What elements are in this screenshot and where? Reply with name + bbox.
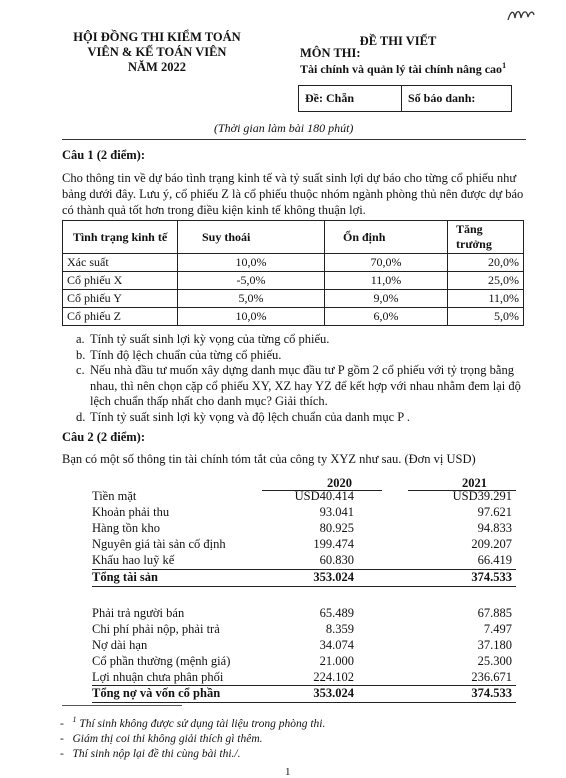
table-header-row [63, 221, 524, 254]
table-row [0, 622, 566, 638]
value-2021: 66.419 [477, 553, 512, 567]
table-cell: 5,0% [178, 290, 325, 308]
list-item-mark: c. [76, 363, 85, 377]
exam-code-box [298, 85, 512, 112]
footnote-3: - Thí sinh nộp lại đề thi cùng bài thi./. [60, 747, 241, 760]
column-header-2020: 2020 [327, 476, 352, 490]
organizer-line-2: VIÊN & KẾ TOÁN VIÊN [87, 45, 227, 59]
footnote-mark: 1 [72, 715, 77, 724]
list-item [76, 348, 534, 364]
table-row [0, 537, 566, 553]
row-label: Phải trả người bán [92, 606, 185, 620]
footnote-2: - Giám thị coi thi không giải thích gì thêm. [60, 732, 263, 745]
value-2021: 25.300 [477, 654, 512, 668]
table-row [63, 272, 524, 290]
column-header-2021: 2021 [462, 476, 487, 490]
divider [62, 139, 526, 140]
q1-task-list [76, 332, 534, 425]
table-row [63, 308, 524, 326]
footnote-text: Thí sinh nộp lại đề thi cùng bài thi./. [72, 747, 241, 760]
table-cell: 9,0% [325, 290, 448, 308]
list-item [76, 363, 534, 410]
page-number: 1 [285, 766, 291, 778]
table-row [0, 606, 566, 622]
table-cell: 20,0% [448, 254, 524, 272]
value-2021: 236.671 [471, 670, 512, 684]
row-label: Nợ dài hạn [92, 638, 148, 652]
footnote-text: Giám thị coi thi không giải thích gì thêm. [72, 732, 263, 745]
exam-duration: (Thời gian làm bài 180 phút) [214, 121, 354, 135]
value-2021: 7.497 [483, 622, 512, 636]
value-2020: 93.041 [319, 505, 354, 519]
table-cell: Cổ phiếu Z [63, 308, 178, 326]
q2-intro: Bạn có một số thông tin tài chính tóm tắt của công ty XYZ như sau. (Đơn vị USD) [62, 452, 476, 466]
row-label: Lợi nhuận chưa phân phối [92, 670, 224, 684]
subject-text: Tài chính và quản lý tài chính nâng cao [300, 62, 503, 76]
row-label: Chi phí phải nộp, phải trả [92, 622, 220, 636]
row-label: Tiền mặt [92, 489, 137, 503]
footnote-separator [62, 705, 182, 706]
list-item-mark: b. [76, 347, 86, 362]
value-2020: 60.830 [319, 553, 354, 567]
exam-type: ĐỀ THI VIẾT [359, 34, 437, 48]
value-2020: 80.925 [319, 521, 354, 535]
value-2020: USD40.414 [294, 489, 354, 503]
table-header-cell: Tăng trưởng [448, 221, 524, 254]
value-2020: 353.024 [313, 570, 354, 584]
q1-forecast-table [62, 220, 524, 326]
row-label: Hàng tồn kho [92, 521, 161, 535]
value-2021: 37.180 [477, 638, 512, 652]
handwritten-mark-icon [506, 6, 536, 24]
organizer-line-3: NĂM 2022 [128, 60, 186, 74]
value-2021: 97.621 [477, 505, 512, 519]
table-header-cell: Tình trạng kinh tế [63, 221, 178, 254]
row-label: Tổng nợ và vốn cổ phần [92, 686, 221, 700]
table-cell: 11,0% [325, 272, 448, 290]
list-item-mark: d. [76, 409, 86, 424]
table-header-cell: Suy thoái [178, 221, 325, 254]
q1-title: Câu 1 (2 điểm): [62, 148, 145, 162]
total-rule [92, 702, 516, 703]
table-cell: 10,0% [178, 308, 325, 326]
total-row [0, 686, 566, 702]
value-2021: USD39.291 [452, 489, 512, 503]
table-cell: 6,0% [325, 308, 448, 326]
row-label: Khoản phải thu [92, 505, 170, 519]
subject-label: MÔN THI: [300, 46, 361, 60]
total-rule [92, 586, 516, 587]
row-label: Nguyên giá tài sản cố định [92, 537, 226, 551]
table-row [0, 654, 566, 670]
table-row [0, 489, 566, 505]
table-cell: 25,0% [448, 272, 524, 290]
list-item-text: Tính độ lệch chuẩn của từng cổ phiếu. [90, 347, 282, 362]
value-2020: 21.000 [319, 654, 354, 668]
list-item [76, 332, 534, 348]
subject-title [300, 61, 506, 77]
q2-title: Câu 2 (2 điểm): [62, 430, 145, 444]
table-cell: -5,0% [178, 272, 325, 290]
row-label: Khấu hao luỹ kế [92, 553, 175, 567]
table-row [63, 254, 524, 272]
value-2021: 374.533 [471, 686, 512, 700]
subject-footnote-mark: 1 [502, 61, 507, 70]
organizer-block [62, 30, 252, 75]
table-cell: Xác suất [63, 254, 178, 272]
list-item-text: Nếu nhà đầu tư muốn xây dựng danh mục đầu tư P gồm 2 cổ phiếu với tỷ trọng bằng nhau, thì nên chọn cặp cổ phiếu XY, XZ hay YZ để kết hợp với nhau nhằm đem lại độ lệch chuẩn thấp nhất cho danh mục? Giải thích. [90, 363, 521, 408]
table-cell: 5,0% [448, 308, 524, 326]
table-row [0, 638, 566, 654]
list-item-mark: a. [76, 332, 85, 346]
table-cell: Cổ phiếu X [63, 272, 178, 290]
value-2020: 34.074 [319, 638, 354, 652]
value-2021: 374.533 [471, 570, 512, 584]
table-cell: 11,0% [448, 290, 524, 308]
total-row [0, 570, 566, 586]
table-row [0, 553, 566, 569]
value-2020: 65.489 [319, 606, 354, 620]
row-label: Cổ phần thường (mệnh giá) [92, 654, 231, 668]
table-row [0, 505, 566, 521]
value-2021: 67.885 [477, 606, 512, 620]
value-2020: 199.474 [313, 537, 354, 551]
footnotes [60, 712, 325, 762]
table-cell: 70,0% [325, 254, 448, 272]
row-label: Tổng tài sản [92, 570, 158, 584]
value-2020: 353.024 [313, 686, 354, 700]
list-item [76, 410, 534, 426]
value-2020: 8.359 [325, 622, 354, 636]
table-row [63, 290, 524, 308]
value-2021: 94.833 [477, 521, 512, 535]
value-2021: 209.207 [471, 537, 512, 551]
list-item-text: Tính tỷ suất sinh lợi kỳ vọng của từng cổ phiếu. [90, 332, 330, 346]
list-item-text: Tính tỷ suất sinh lợi kỳ vọng và độ lệch chuẩn của danh mục P . [90, 409, 410, 424]
table-cell: 10,0% [178, 254, 325, 272]
organizer-line-1: HỘI ĐỒNG THI KIỂM TOÁN [73, 30, 241, 44]
footnote-text: Thí sinh không được sử dụng tài liệu trong phòng thi. [79, 717, 326, 730]
table-row [0, 521, 566, 537]
candidate-number-label: Số báo danh: [408, 91, 476, 105]
value-2020: 224.102 [313, 670, 354, 684]
table-header-cell: Ổn định [325, 221, 448, 254]
exam-code: Đề: Chẵn [299, 86, 402, 111]
footnote-1: - $^1$ Thí sinh không được sử dụng tài liệu trong phòng thi. [60, 715, 326, 730]
table-cell: Cổ phiếu Y [63, 290, 178, 308]
q1-intro: Cho thông tin về dự báo tình trạng kinh tế và tỷ suất sinh lợi dự báo cho từng cổ phiếu như bảng dưới đây. Lưu ý, cổ phiếu Z là cổ phiếu thuộc nhóm ngành phòng thủ nên được dự báo có thành quả tốt hơn trong điều kiện kinh tế không thuận lợi. [62, 171, 524, 217]
table-row [0, 670, 566, 686]
